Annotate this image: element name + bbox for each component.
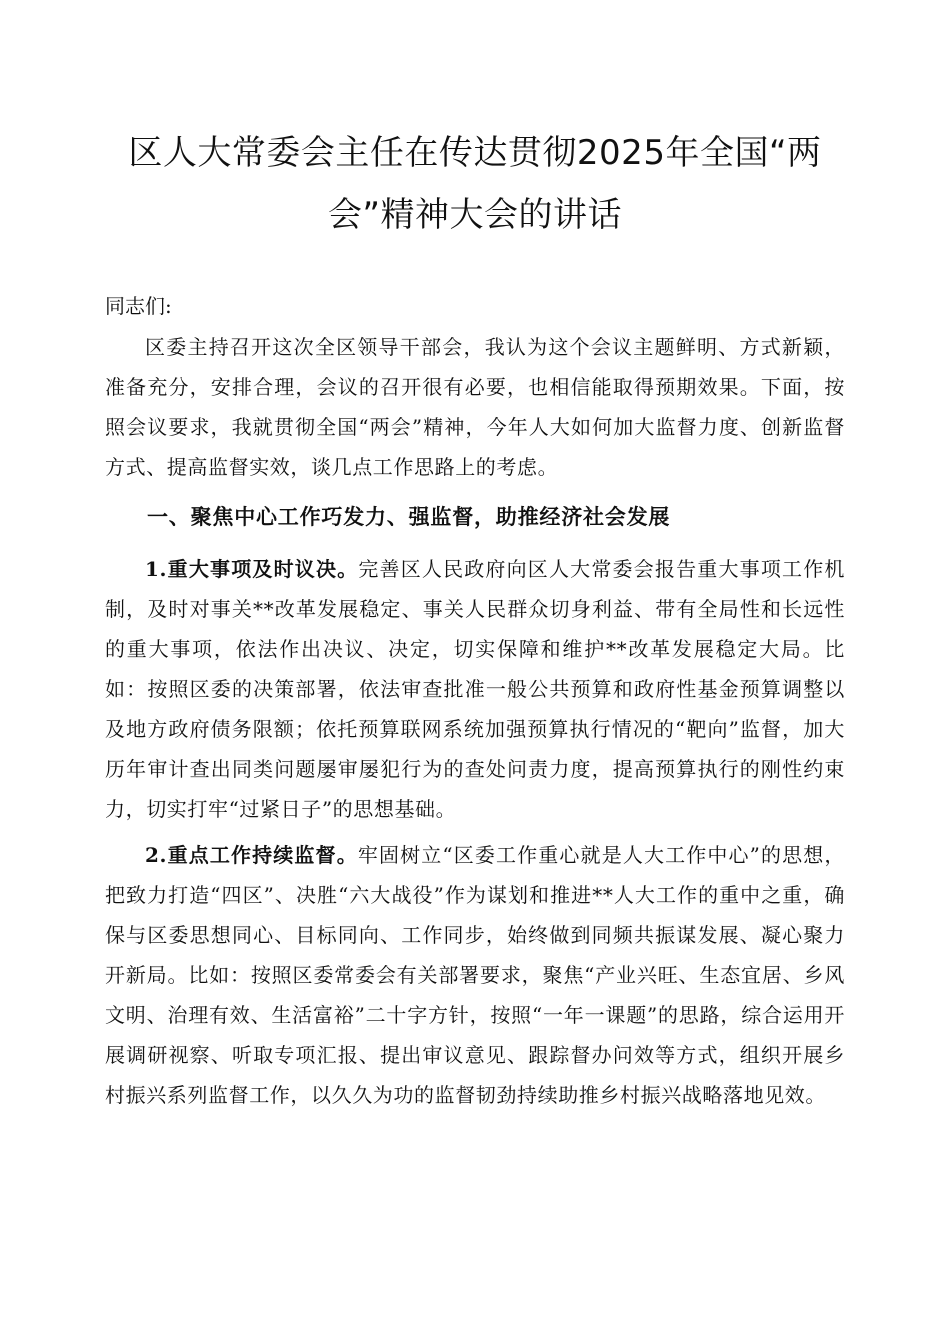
salutation: 同志们:: [105, 294, 172, 318]
intro-paragraph: 区委主持召开这次全区领导干部会，我认为这个会议主题鲜明、方式新颖，准备充分，安排合理，会议的召开很有必要，也相信能取得预期效果。下面，按照会议要求，我就贯彻全国“两会”精神，今年人大如何加大监督力度、创新监督方式、提高监督实效，谈几点工作思路上的考虑。: [105, 335, 845, 479]
item-1-body: 完善区人民政府向区人大常委会报告重大事项工作机制，及时对事关**改革发展稳定、事关人民群众切身利益、带有全局性和长远性的重大事项，依法作出决议、决定，切实保障和维护**改革发展稳定大局。比如：按照区委的决策部署，依法审查批准一般公共预算和政府性基金预算调整以及地方政府债务限额；依托预算联网系统加强预算执行情况的“靶向”监督，加大历年审计查出同类问题屡审屡犯行为的查处问责力度，提高预算执行的刚性约束力，切实打牢“过紧日子”的思想基础。: [105, 557, 845, 821]
item-1-lead: 1.重大事项及时议决。: [145, 557, 359, 581]
title-line-1: 区人大常委会主任在传达贯彻2025年全国“两: [128, 133, 822, 173]
item-1-paragraph: [105, 549, 845, 829]
item-2-paragraph: [105, 835, 845, 1115]
document-title: [105, 122, 845, 246]
item-2-lead: 2.重点工作持续监督。: [145, 843, 358, 867]
item-2-body: 牢固树立“区委工作重心就是人大工作中心”的思想，把致力打造“四区”、决胜“六大战役”作为谋划和推进**人大工作的重中之重，确保与区委思想同心、目标同向、工作同步，始终做到同频共振谋发展、凝心聚力开新局。比如：按照区委常委会有关部署要求，聚焦“产业兴旺、生态宜居、乡风文明、治理有效、生活富裕”二十字方针，按照“一年一课题”的思路，综合运用开展调研视察、听取专项汇报、提出审议意见、跟踪督办问效等方式，组织开展乡村振兴系列监督工作，以久久为功的监督韧劲持续助推乡村振兴战略落地见效。: [105, 843, 845, 1107]
title-line-2: 会”精神大会的讲话: [327, 195, 623, 235]
section-1-heading: 一、聚焦中心工作巧发力、强监督，助推经济社会发展: [147, 504, 671, 529]
